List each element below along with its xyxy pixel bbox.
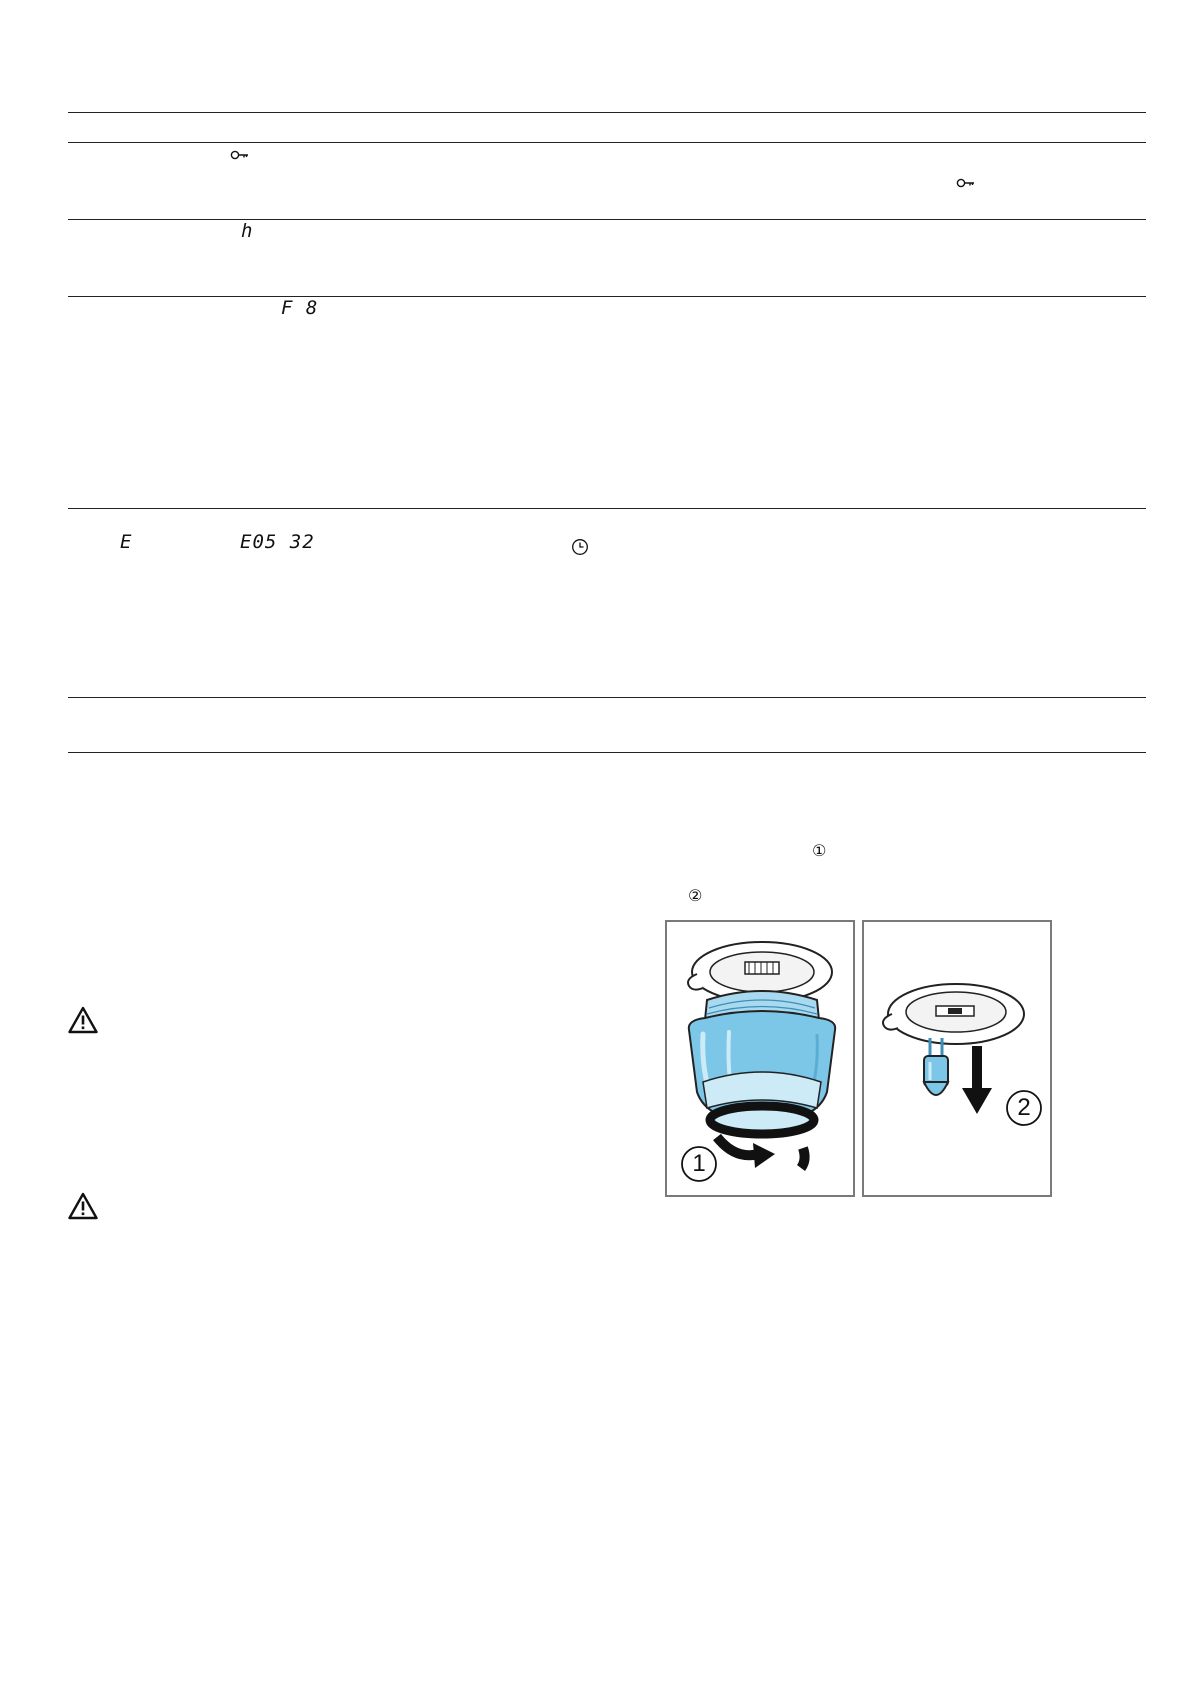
step2-figure-label: 2 [1017, 1094, 1031, 1121]
warning-icon [68, 1006, 98, 1034]
figure-panel-remove-bulb [862, 920, 1052, 1197]
table-row-divider [68, 296, 1146, 297]
figure-panel-unscrew-cover [665, 920, 855, 1197]
step1-callout: ① [812, 841, 827, 860]
clock-icon [571, 538, 589, 560]
table-header-top-rule [68, 112, 1146, 113]
table-bottom-rule [68, 752, 1146, 753]
table-row-divider [68, 219, 1146, 220]
key-icon [956, 175, 976, 193]
display-code-e0532: E05 32 [240, 531, 315, 553]
key-icon [230, 147, 250, 165]
warning-icon [68, 1192, 98, 1220]
table-row-divider [68, 697, 1146, 698]
table-row-divider [68, 508, 1146, 509]
step1-figure-label: 1 [692, 1150, 706, 1177]
remove-bulb-illustration [864, 922, 1050, 1195]
display-code-e: E [120, 531, 133, 553]
table-header-bottom-rule [68, 142, 1146, 143]
display-code-h: h [241, 220, 254, 242]
step2-callout: ② [688, 886, 703, 905]
display-code-f8: F 8 [281, 297, 319, 319]
